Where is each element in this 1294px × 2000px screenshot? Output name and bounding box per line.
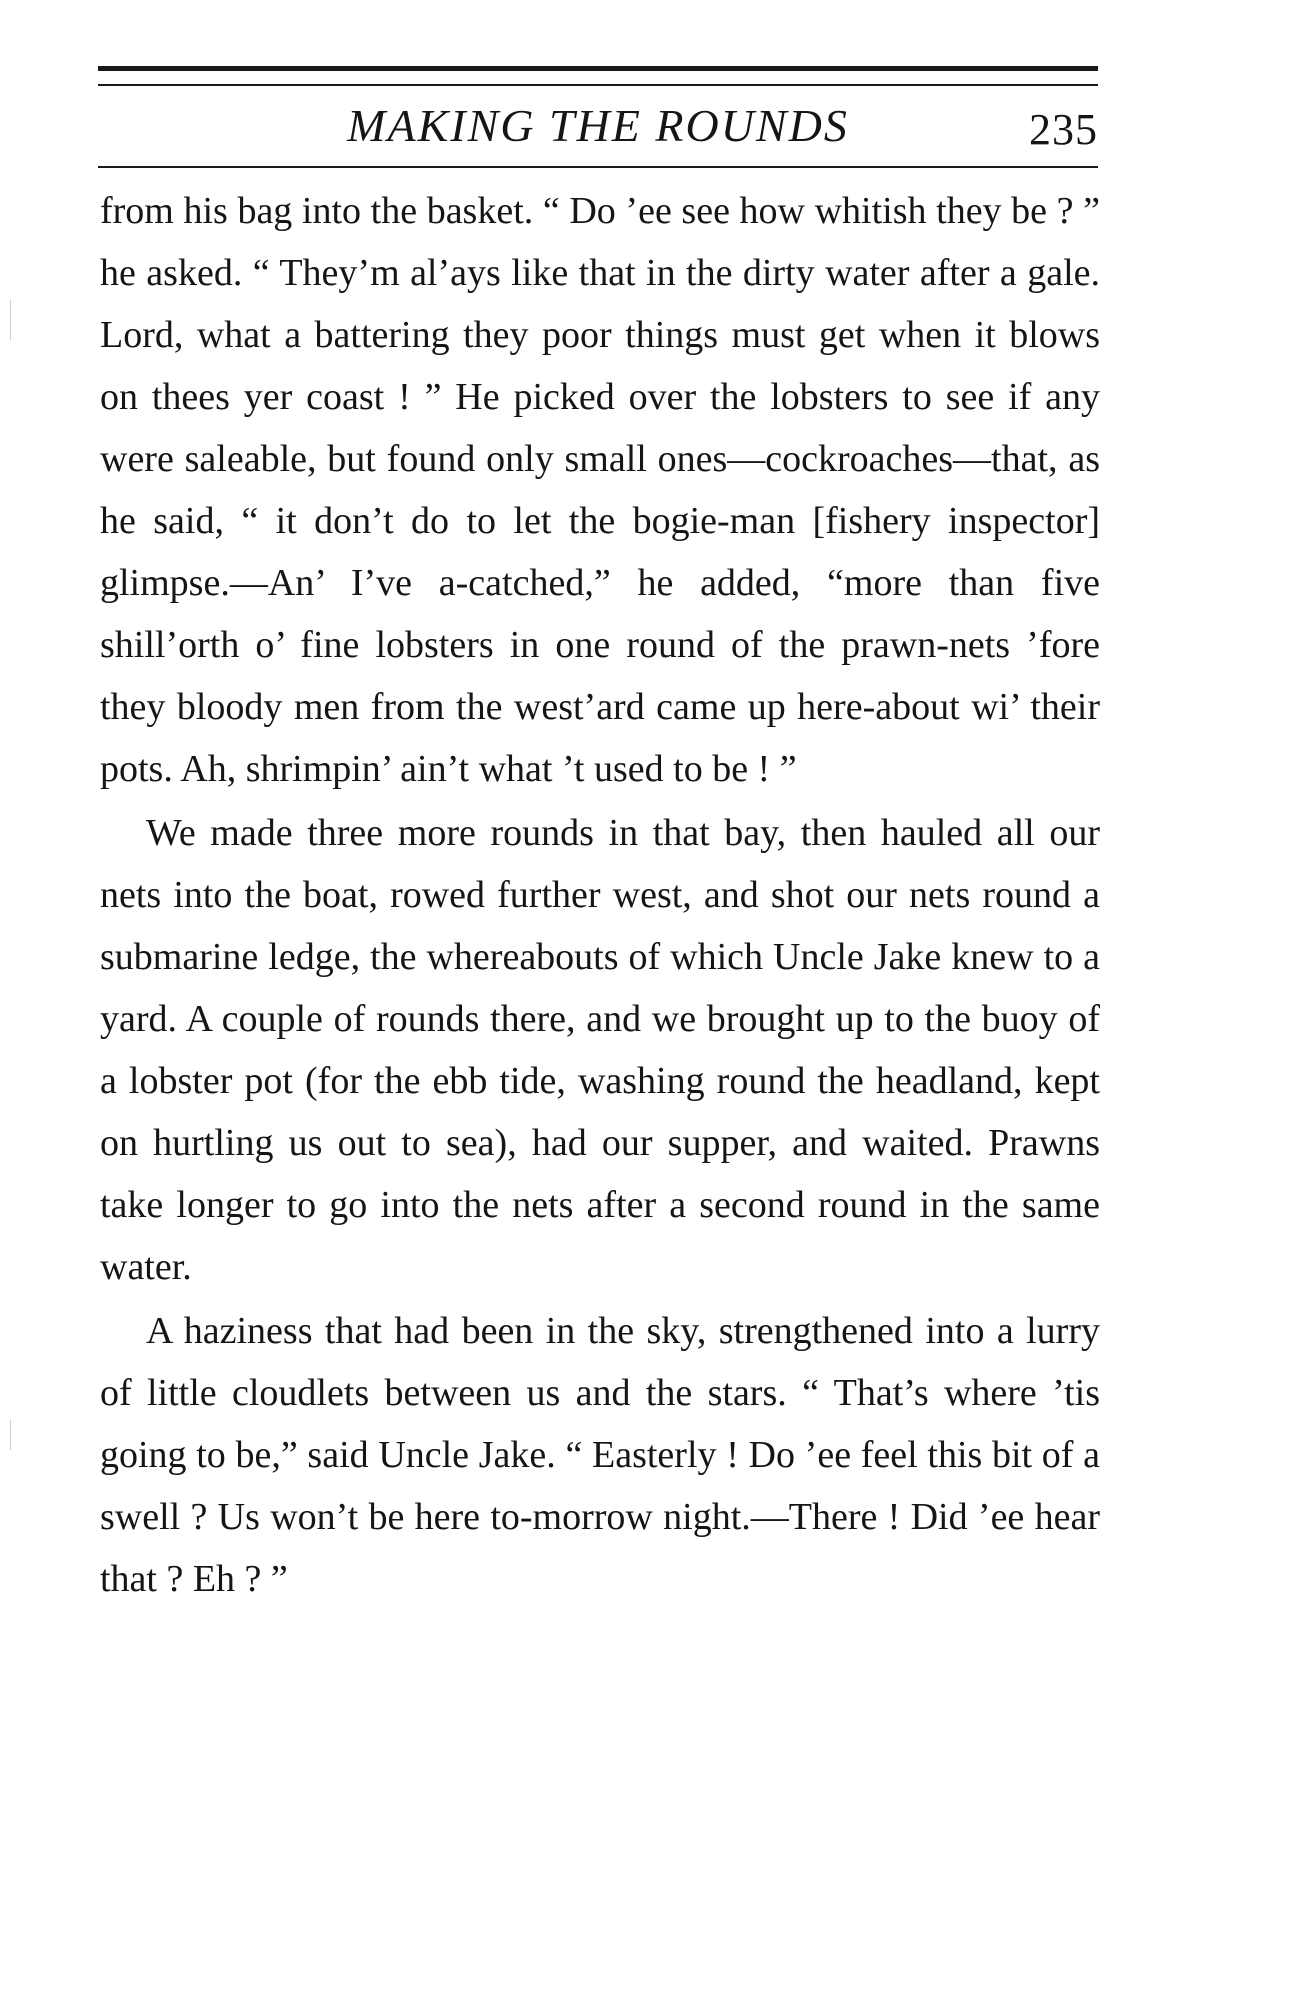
running-head [98,88,1098,166]
header-rule-thick [98,66,1098,71]
header-rule-bottom [98,166,1098,168]
paragraph-continued: from his bag into the basket. “ Do ’ee see how whitish they be ? ” he asked. “ They’m al’ays like that in the dirty water after a gale. Lord, what a battering they poor things must get when it blows on thees yer coast ! ” He picked over the lobsters to see if any were saleable, but found only small ones—cockroaches—that, as he said, “ it don’t do to let the bogie-man [fishery inspector] glimpse.—An’ I’ve a-catched,” he added, “more than five shill’orth o’ fine lobsters in one round of the prawn-nets ’fore they bloody men from the west’ard came up here-about wi’ their pots. Ah, shrimpin’ ain’t what ’t used to be ! ” [100,190,1100,790]
running-title: MAKING THE ROUNDS [347,100,849,151]
header-rule-thin [98,84,1098,86]
body-text [100,180,1100,1610]
paragraph: A haziness that had been in the sky, strengthened into a lurry of little cloudlets between us and the stars. “ That’s where ’tis going to be,” said Uncle Jake. “ Easterly ! Do ’ee feel this bit of a swell ? Us won’t be here to-morrow night.—There ! Did ’ee hear that ? Eh ? ” [100,1310,1100,1600]
page-edge-mark [10,1420,11,1450]
paragraph: We made three more rounds in that bay, then hauled all our nets into the boat, rowed further west, and shot our nets round a submarine ledge, the whereabouts of which Uncle Jake knew to a yard. A couple of rounds there, and we brought up to the buoy of a lobster pot (for the ebb tide, washing round the headland, kept on hurtling us out to sea), had our supper, and waited. Prawns take longer to go into the nets after a second round in the same water. [100,812,1100,1288]
page-edge-mark [10,300,11,340]
page-number: 235 [1029,105,1098,154]
